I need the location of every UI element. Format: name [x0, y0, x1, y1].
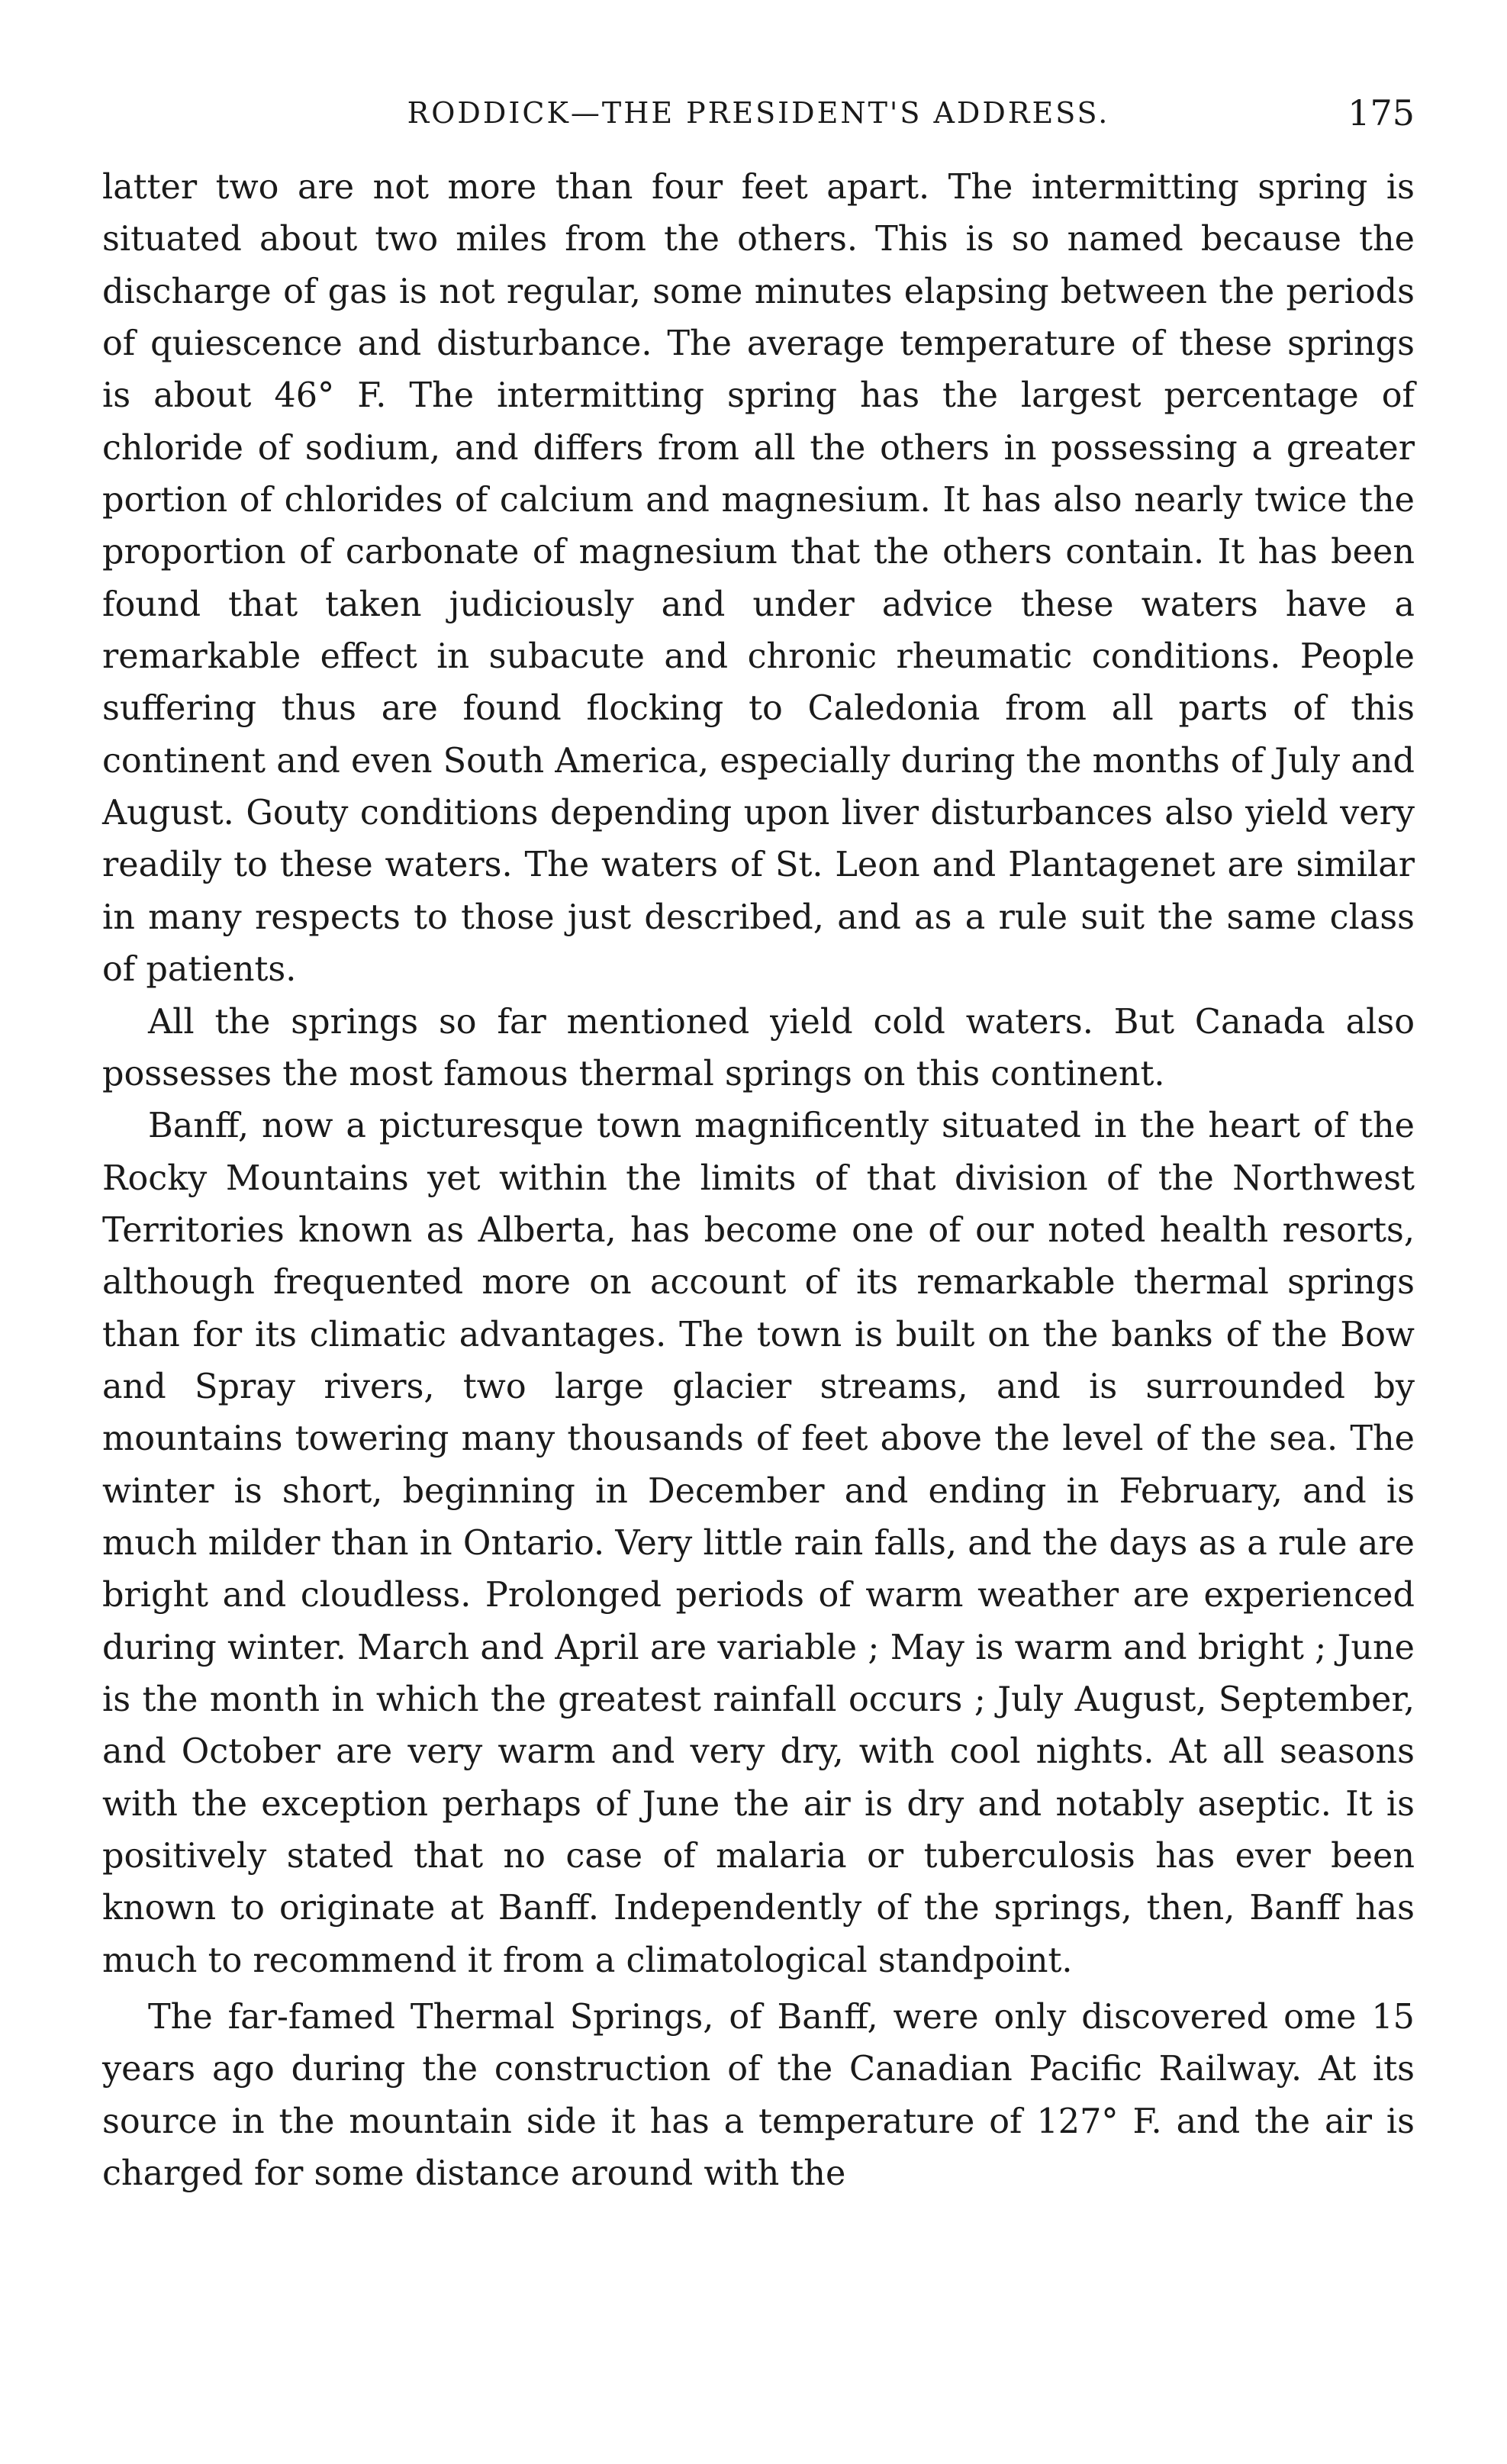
paragraph-banff: Banff, now a picturesque town magnificently situated in the heart of the Rocky Mountains yet within the limits of that division of the Northwest Territories known as Alberta, has become one of our noted health resorts, although frequented more on account of its remarkable thermal springs than for its climatic advantages. The town is built on the banks of the Bow and Spray rivers, two large glacier streams, and is surrounded by mountains towering many thousands of feet above the level of the sea. The winter is short, beginning in December and ending in February, and is much milder than in Ontario. Very little rain falls, and the days as a rule are bright and cloudless. Prolonged periods of warm weather are experienced during winter. March and April are variable ; May is warm and bright ; June is the month in which the greatest rainfall occurs ; July August, September, and October are very warm and very dry, with cool nights. At all seasons with the exception perhaps of June the air is dry and notably aseptic. It is positively stated that no case of malaria or tuberculosis has ever been known to originate at Banff. Independently of the springs, then, Banff has much to recommend it from a climatological standpoint. [102, 1106, 1415, 1980]
paragraph-thermal-springs: The far-famed Thermal Springs, of Banff, were only discovered ome 15 years ago during the construction of the Canadian Pacific Railway. At its source in the mountain side it has a temperature of 127° F. and the air is charged for some distance around with the [102, 1998, 1415, 2194]
paragraph-cold-waters: All the springs so far mentioned yield cold waters. But Canada also possesses the most famous thermal springs on this continent. [102, 1002, 1415, 1094]
running-head [102, 90, 1415, 151]
body-text [102, 162, 1415, 2200]
paragraph-continued: latter two are not more than four feet apart. The intermitting spring is situated about two miles from the others. This is so named because the discharge of gas is not regular, some minutes elapsing between the periods of quiescence and disturbance. The average temperature of these springs is about 46° F. The intermitting spring has the largest percentage of chloride of sodium, and differs from all the others in possessing a greater portion of chlorides of calcium and magnesium. It has also nearly twice the proportion of carbonate of magnesium that the others contain. It has been found that taken judiciously and under advice these waters have a remarkable effect in subacute and chronic rheumatic conditions. People suffering thus are found flocking to Caledonia from all parts of this continent and even South America, especially during the months of July and August. Gouty conditions depending upon liver disturbances also yield very readily to these waters. The waters of St. Leon and Plantagenet are similar in many respects to those just described, and as a rule suit the same class of patients. [102, 168, 1415, 990]
page-number: 175 [1348, 92, 1415, 134]
running-title: RODDICK—THE PRESIDENT'S ADDRESS. [407, 96, 1110, 130]
